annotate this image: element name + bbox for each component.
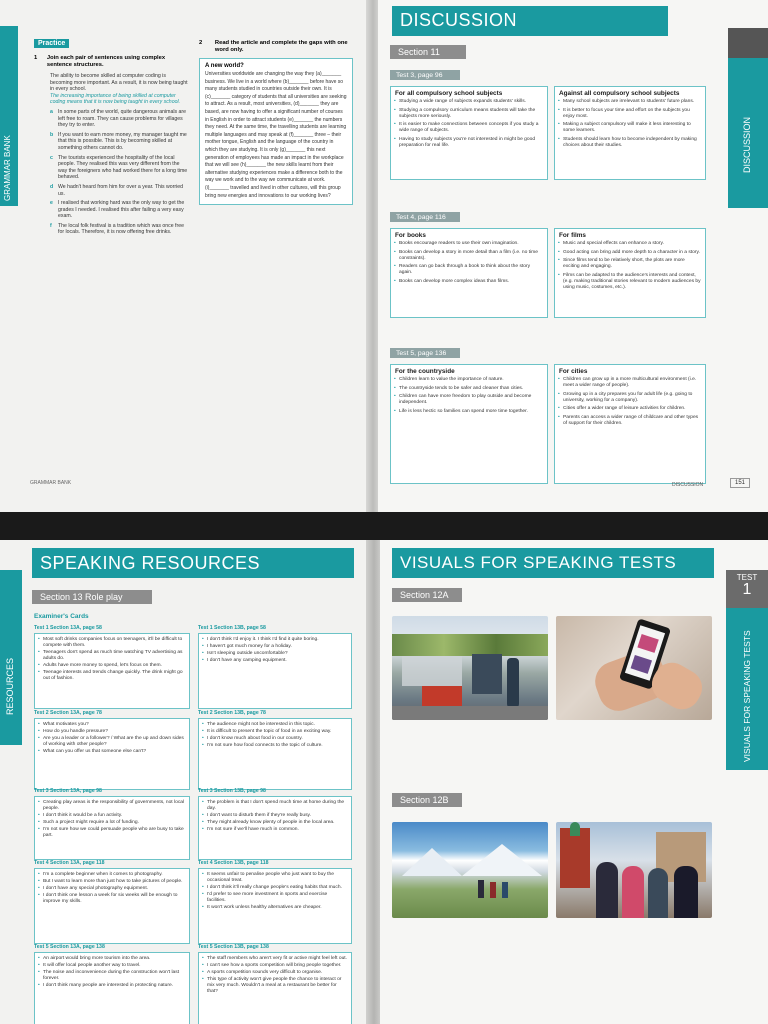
examiner-card-list (199, 800, 351, 837)
exercise-1-example: The ability to become skilled at computer coding is becoming more important. As a result, it is now being taught in every school. (50, 73, 188, 93)
exercise-1-item-text: We hadn't heard from him for over a year. This worried us. (58, 183, 184, 197)
examiner-card-title: Test 3 Section 13B, page 98 (198, 788, 266, 794)
discussion-point: • Cities offer a wider range of leisure activities for children. (563, 406, 701, 412)
discussion-point: • Growing up in a city prepares you for adult life (e.g. going to university, working for a company). (563, 392, 701, 404)
discussion-box-title: For cities (559, 368, 588, 375)
examiner-card-point: • I don't have any camping equipment. (207, 658, 347, 664)
visuals-side-tab (726, 570, 768, 770)
discussion-box-title: For all compulsory school subjects (395, 90, 503, 97)
test-label: Test 3, page 96 (390, 70, 460, 80)
exercise-1-item-letter: d (50, 183, 54, 190)
practice-label: Practice (34, 39, 69, 48)
examiner-card-point: • I don't think it would be a fun activity. (43, 813, 185, 819)
discussion-point: • Students should learn how to become independent by making choices about their studies. (563, 137, 701, 149)
examiner-card (34, 633, 190, 709)
examiner-card-list (35, 800, 189, 843)
speaking-side-tab-label: RESOURCES (5, 657, 15, 715)
examiner-card-title: Test 1 Section 13B, page 58 (198, 625, 266, 631)
discussion-header: DISCUSSION (392, 6, 668, 36)
examiner-card-title: Test 4 Section 13B, page 118 (198, 860, 269, 866)
discussion-point: • Films can be adapted to the audience's interests and context, (e.g. making traditional stories relevant to modern audiences by using music, costumes, etc.). (563, 273, 701, 291)
examiner-card-point: • The noise and inconvenience during the construction won't last forever. (43, 970, 185, 982)
discussion-point: • Making a subject compulsory will make it less interesting to some learners. (563, 122, 701, 134)
exercise-1-item-letter: c (50, 154, 53, 161)
discussion-box-left (390, 364, 548, 484)
discussion-box-title: Against all compulsory school subjects (559, 90, 680, 97)
photo-street-market (392, 616, 548, 720)
discussion-point: • Having to study subjects you're not interested in might be good preparation for real life. (399, 137, 543, 149)
discussion-box-right (554, 86, 706, 180)
exercise-1-item (50, 200, 189, 220)
grammar-side-tab (0, 26, 18, 206)
article-box (199, 58, 353, 205)
test-tab-number: 1 (742, 581, 752, 598)
discussion-box-list (555, 241, 705, 296)
examiner-card-point: • Most soft drinks companies focus on teenagers, it'll be difficult to compete with them. (43, 637, 185, 649)
examiner-card-point: • An airport would bring more tourism into the area. (43, 956, 185, 962)
examiner-card-point: • I don't know much about food in our country. (207, 736, 347, 742)
speaking-side-tab (0, 570, 22, 745)
exercise-1-item-letter: a (50, 108, 53, 115)
discussion-point: • Music and special effects can enhance a story. (563, 241, 701, 247)
examiner-card-point: • I don't want to disturb them if they're really busy. (207, 813, 347, 819)
discussion-point: • Many school subjects are irrelevant to students' future plans. (563, 99, 701, 105)
discussion-box-list (391, 377, 547, 420)
examiner-card-point: • This type of activity won't give people the chance to interact or mix very much. Wouldn't a meal at a restaurant be better for that? (207, 977, 347, 995)
examiner-card-point: • I'd prefer to see more investment in sports and exercise facilities. (207, 892, 347, 904)
test-label: Test 4, page 116 (390, 212, 460, 222)
examiner-card-point: • Adults have more money to spend, let's focus on them. (43, 663, 185, 669)
exercise-1-title: Join each pair of sentences using complex sentence structures. (46, 55, 166, 68)
exercise-1-items (50, 109, 189, 236)
examiner-card-point: • What can you offer us that someone else can't? (43, 749, 185, 755)
exercise-2 (199, 40, 359, 205)
examiner-card-point: • A sports competition sounds very difficult to organise. (207, 970, 347, 976)
exercise-1-item (50, 132, 189, 152)
examiner-card-point: • It is difficult to present the topic of food in an exciting way. (207, 729, 347, 735)
exercise-1-item (50, 223, 189, 236)
examiner-card-title: Test 4 Section 13A, page 118 (34, 860, 105, 866)
discussion-side-tab (728, 28, 768, 208)
speaking-section-label: Section 13 Role play (32, 590, 152, 604)
discussion-box-right (554, 364, 706, 484)
discussion-point: • Studying a wide range of subjects expands students' skills. (399, 99, 543, 105)
examiner-card-point: • I'm not sure how food connects to the topic of culture. (207, 743, 347, 749)
discussion-footer: DISCUSSION (672, 482, 704, 488)
examiner-card-list (199, 956, 351, 999)
examiner-card-title: Test 2 Section 13B, page 78 (198, 710, 266, 716)
discussion-point: • Children learn to value the importance of nature. (399, 377, 543, 383)
exercise-2-title: Read the article and complete the gaps with one word only. (214, 40, 348, 53)
examiner-card-point: • How do you handle pressure? (43, 729, 185, 735)
exercise-1-item (50, 184, 189, 197)
examiner-card-list (199, 722, 351, 753)
exercise-1-number: 1 (34, 55, 38, 61)
exercise-1-item (50, 109, 189, 129)
article-text: Universities worldwide are changing the way they (a)_______ business. We live in a world where (b)_______ before have so many students studied in countries outside their own. It is (c)_______ category of students that all universities are seeking to attract. As a result, most universities, (d)_______ they are based, are now having to offer a significant number of courses in English in order to attract students (e)_______ the numbers they need. At the same time, the travelling students are learning multiple languages and may speak at (f)_______ three – their mother tongue, English and the language of the country in which they are studying. It is only (g)_______ this next generation of employees has made an impact in the workplace that we will see (h)_______ the new skills learnt from their alternative studying experiences make a difference both to the way we work and to the way we communicate at work. (i)_______ travelled and lived in other cultures, will this group bring new energies and innovations to our working lives? (205, 71, 347, 199)
discussion-page-number: 151 (730, 478, 750, 488)
discussion-box-right (554, 228, 706, 318)
exercise-1-item-text: If you want to earn more money, my manager taught me that this is possible. This is by becoming skilled at something others cannot do. (58, 131, 187, 151)
discussion-point: • Parents can access a wider range of childcare and other types of support for their children. (563, 415, 701, 427)
discussion-side-tab-label: DISCUSSION (742, 116, 752, 173)
examiner-card-point: • Are you a leader or a follower? / What are the up and down sides of working with other people? (43, 736, 185, 748)
discussion-box-list (555, 377, 705, 432)
examiner-card-point: • I'm not sure if we'll have much in common. (207, 827, 347, 833)
discussion-point: • It is easier to make connections between concepts if you study a wide range of subjects. (399, 122, 543, 134)
discussion-box-title: For books (395, 232, 426, 239)
section-12a-label: Section 12A (392, 588, 462, 602)
examiner-card (34, 952, 190, 1024)
examiner-card-point: • Isn't sleeping outside uncomfortable? (207, 651, 347, 657)
examiner-card-point: • I'm not sure how we could persuade people who are busy to take part. (43, 827, 185, 839)
discussion-box-left (390, 228, 548, 318)
exercise-1-item-text: I realised that working hard was the only way to get the grades I needed. I realised this after failing a very easy exam. (58, 200, 185, 220)
discussion-point: • It is better to focus your time and effort on the subjects you enjoy most. (563, 108, 701, 120)
grammar-side-tab-label: GRAMMAR BANK (3, 135, 12, 201)
examiner-card (198, 718, 352, 790)
article-title: A new world? (205, 63, 244, 69)
examiner-card-point: • I don't think many people are interested in protecting nature. (43, 983, 185, 989)
bottom-spread (0, 540, 768, 1024)
photo-mountain-hikers (392, 822, 548, 918)
discussion-point: • Since films tend to be relatively short, the plots are more exciting and engaging. (563, 258, 701, 270)
grammar-bank-page (0, 0, 372, 512)
discussion-point: • Books can develop a story in more detail than a film (i.e. no time constraints). (399, 250, 543, 262)
examiner-card-list (35, 637, 189, 686)
discussion-box-title: For the countryside (395, 368, 455, 375)
exercise-1-item-letter: b (50, 131, 54, 138)
discussion-point: • Books can develop more complex ideas than films. (399, 279, 543, 285)
examiner-card-title: Test 5 Section 13B, page 138 (198, 944, 269, 950)
examiner-card-point: • It seems unfair to penalise people who just want to buy the occasional treat. (207, 872, 347, 884)
discussion-point: • Readers can go back through a book to think about the story again. (399, 264, 543, 276)
examiner-card-point: • But I want to learn more than just how to take pictures of people. (43, 879, 185, 885)
section-12b-label: Section 12B (392, 793, 462, 807)
exercise-1-item-text: The local folk festival is a tradition which was once free for locals. Therefore, it is now offering free drinks. (58, 222, 184, 236)
discussion-point: • Life is less hectic so families can spend more time together. (399, 409, 543, 415)
examiner-card-point: • The audience might not be interested in this topic. (207, 722, 347, 728)
discussion-section-label: Section 11 (390, 45, 466, 59)
exercise-1 (34, 55, 189, 239)
speaking-resources-page (0, 540, 372, 1024)
examiner-card (198, 633, 352, 709)
test-tab-label: TEST (736, 573, 758, 582)
examiner-card-point: • What motivates you? (43, 722, 185, 728)
exercise-2-number: 2 (199, 40, 203, 46)
examiner-card-point: • I haven't got much money for a holiday. (207, 644, 347, 650)
examiner-card-title: Test 1 Section 13A, page 58 (34, 625, 102, 631)
examiner-card-point: • It won't work unless healthy alternatives are cheaper. (207, 905, 347, 911)
examiner-card-point: • I'm a complete beginner when it comes to photography. (43, 872, 185, 878)
examiner-card-point: • I don't think it'll really change people's eating habits that much. (207, 885, 347, 891)
exercise-1-item-text: In some parts of the world, quite dangerous animals are left free to roam. They can cause problems for villages they try to enter. (58, 108, 187, 129)
examiner-card-list (35, 956, 189, 993)
examiner-card (34, 868, 190, 944)
discussion-point: • Children can grow up in a more multicultural environment (i.e. meet a wider range of people). (563, 377, 701, 389)
photo-city-tourists (556, 822, 712, 918)
examiner-card-title: Test 2 Section 13A, page 78 (34, 710, 102, 716)
examiners-cards-title: Examiner's Cards (34, 613, 89, 620)
test-label: Test 5, page 136 (390, 348, 460, 358)
speaking-header: SPEAKING RESOURCES (32, 548, 354, 578)
examiner-card-point: • Teenage interests and trends change quickly. The drink might go out of fashion. (43, 670, 185, 682)
exercise-1-item-letter: e (50, 200, 53, 207)
photo-online-shopping-phone (556, 616, 712, 720)
examiner-card-title: Test 3 Section 13A, page 98 (34, 788, 102, 794)
examiner-card-list (35, 872, 189, 909)
examiner-card-point: • I don't think one lesson a week for six weeks will be enough to improve my skills. (43, 893, 185, 905)
discussion-box-title: For films (559, 232, 586, 239)
examiner-card-point: • They might already know plenty of people in the local area. (207, 820, 347, 826)
examiner-card-point: • It will offer local people another way to travel. (43, 963, 185, 969)
examiner-card-list (199, 637, 351, 668)
examiner-card-point: • I can't see how a sports competition will bring people together. (207, 963, 347, 969)
examiner-card-point: • The staff members who aren't very fit or active might feel left out. (207, 956, 347, 962)
discussion-box-list (391, 99, 547, 154)
discussion-box-list (391, 241, 547, 290)
examiner-card (198, 868, 352, 944)
discussion-point: • Books encourage readers to use their own imagination. (399, 241, 543, 247)
discussion-point: • Good acting can bring add more depth to a character in a story. (563, 250, 701, 256)
examiner-card-point: • Creating play areas is the responsibility of governments, not local people. (43, 800, 185, 812)
examiner-card (198, 796, 352, 860)
examiner-card-list (199, 872, 351, 915)
examiner-card-point: • I don't have any special photography equipment. (43, 886, 185, 892)
exercise-1-item-letter: f (50, 222, 52, 229)
exercise-1-example-answer: The increasing importance of being skilled at computer coding means that it is now being taught in every school. (50, 92, 181, 106)
discussion-point: • Children can have more freedom to play outside and become independent. (399, 394, 543, 406)
examiner-card-point: • Such a project might require a lot of funding. (43, 820, 185, 826)
examiner-card-point: • The problem is that I don't spend much time at home during the day. (207, 800, 347, 812)
visuals-header: VISUALS FOR SPEAKING TESTS (392, 548, 714, 578)
examiner-card (198, 952, 352, 1024)
examiner-card (34, 718, 190, 790)
grammar-footer: GRAMMAR BANK (30, 480, 72, 486)
discussion-point: • The countryside tends to be safer and cleaner than cities. (399, 386, 543, 392)
visuals-page (380, 540, 768, 1024)
discussion-box-left (390, 86, 548, 180)
exercise-1-item-text: The tourists experienced the hospitality of the local people. They realised this was very different from the way the foreigners who had worked there for a long time behaved. (58, 154, 188, 181)
examiner-card-point: • I don't think I'd enjoy it. I think I'd find it quite boring. (207, 637, 347, 643)
examiner-card-list (35, 722, 189, 759)
visuals-side-tab-label: VISUALS FOR SPEAKING TESTS (742, 630, 752, 762)
examiner-card-title: Test 5 Section 13A, page 138 (34, 944, 105, 950)
test-tab (726, 570, 768, 608)
discussion-box-list (555, 99, 705, 154)
examiner-card-point: • Teenagers don't spend as much time watching TV advertising as adults do. (43, 650, 185, 662)
discussion-page (378, 0, 768, 512)
examiner-card (34, 796, 190, 860)
discussion-point: • Studying a compulsory curriculum means students will take the subjects more seriously. (399, 108, 543, 120)
exercise-1-item (50, 155, 189, 181)
